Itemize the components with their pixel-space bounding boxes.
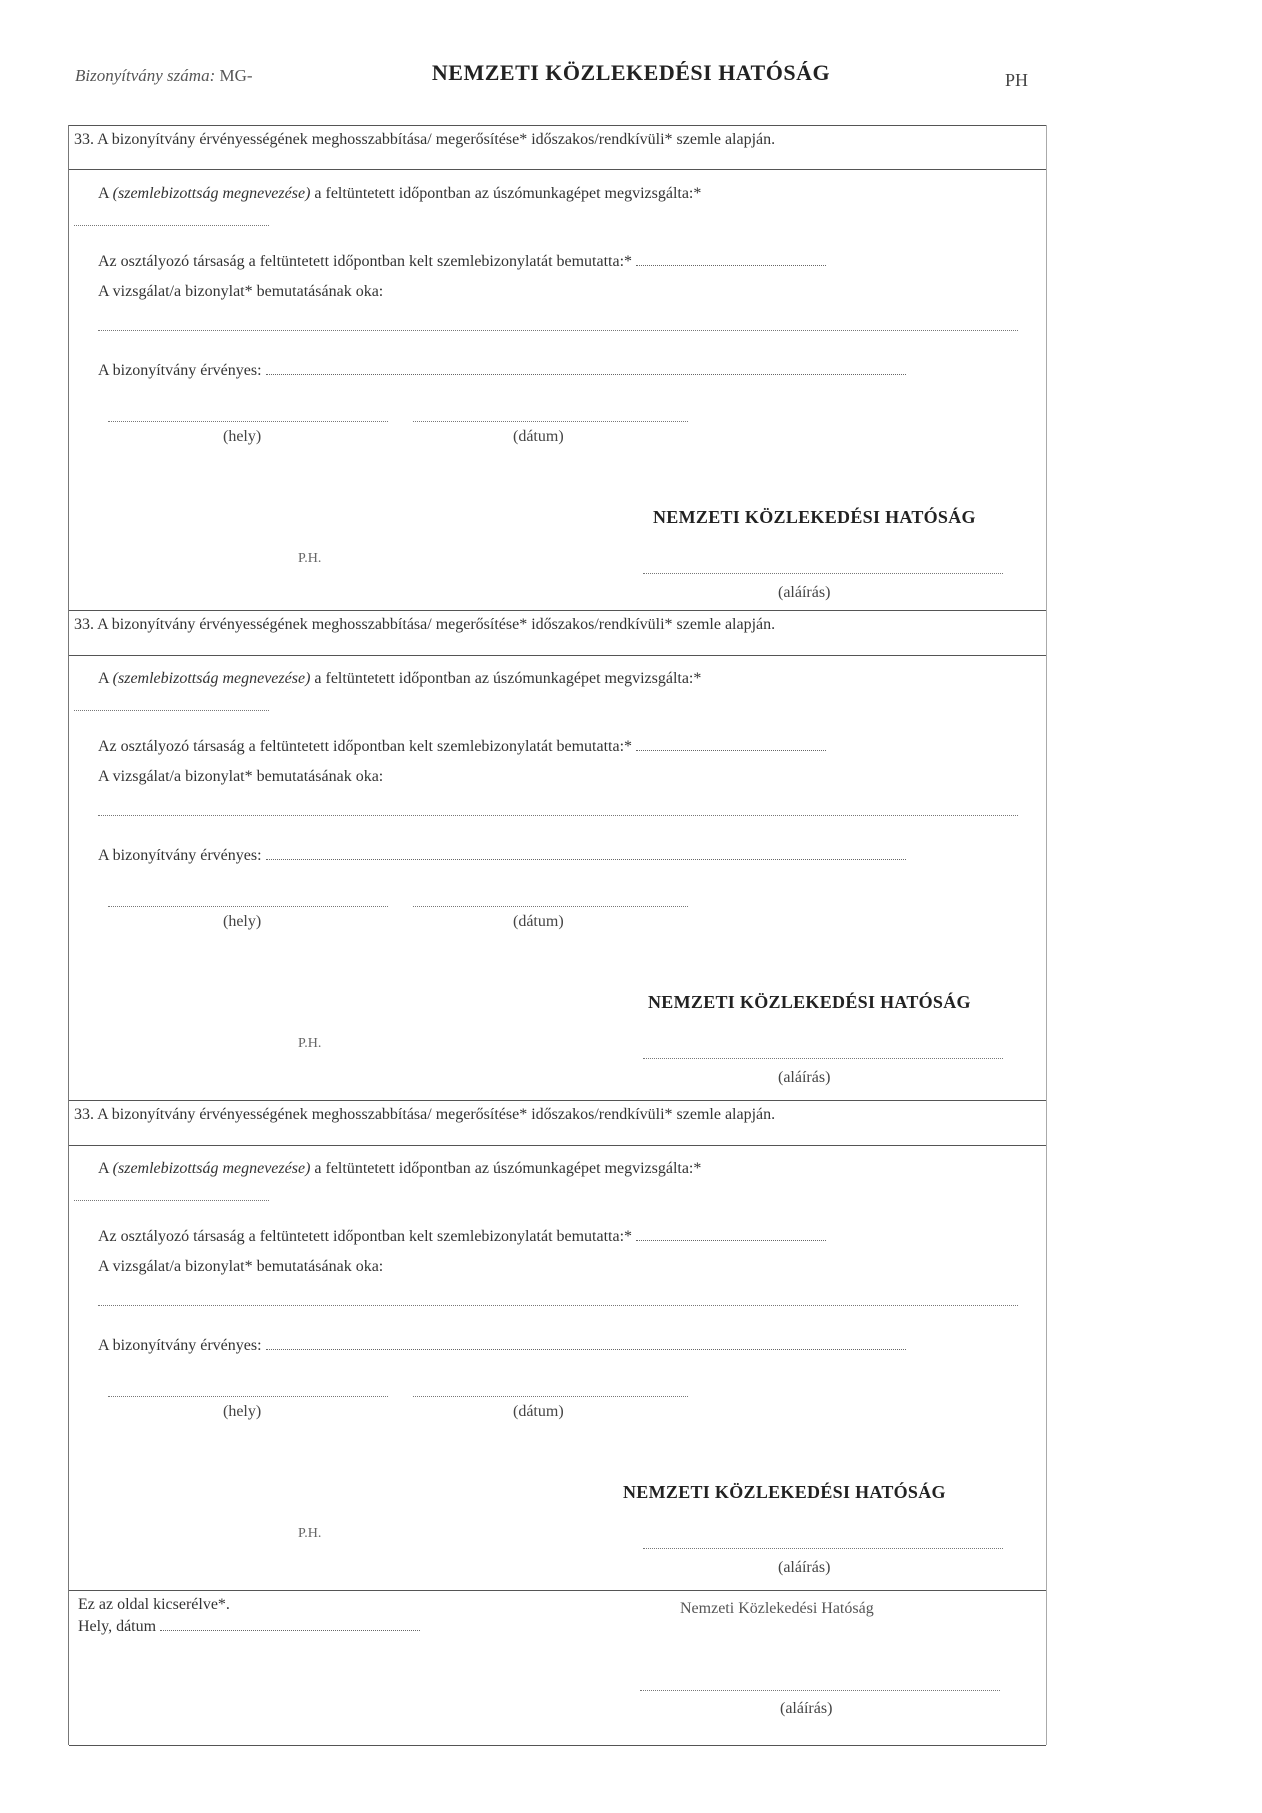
signature-caption: (aláírás) — [778, 584, 831, 601]
committee-label: (szemlebizottság megnevezése) — [112, 670, 311, 687]
section-title: 33. A bizonyítvány érvényességének meghosszabbítása/ megerősítése* időszakos/rendkívüli* szemle alapján. — [74, 616, 776, 633]
place-caption: (hely) — [223, 913, 262, 930]
stamp-label: P.H. — [298, 551, 322, 566]
committee-text: a feltüntetett időpontban az úszómunkagépet megvizsgálta:* — [314, 1160, 702, 1177]
date-caption: (dátum) — [513, 1403, 564, 1420]
validity-label: A bizonyítvány érvényes: — [98, 847, 262, 864]
validity-field[interactable] — [266, 373, 906, 375]
footer-authority: Nemzeti Közlekedési Hatóság — [680, 1600, 874, 1617]
section-title: 33. A bizonyítvány érvényességének meghosszabbítása/ megerősítése* időszakos/rendkívüli* szemle alapján. — [74, 1106, 776, 1123]
validity-line — [98, 1337, 906, 1355]
validity-line — [98, 847, 906, 865]
stamp-label: P.H. — [298, 1036, 322, 1051]
certificate-number-prefix: MG- — [219, 66, 253, 85]
committee-label: (szemlebizottság megnevezése) — [112, 185, 311, 202]
reason-field[interactable] — [98, 330, 1018, 331]
class-society-text: Az osztályozó társaság a feltüntetett időpontban kelt szemlebizonylatát bemutatta:* — [98, 253, 633, 270]
class-society-text: Az osztályozó társaság a feltüntetett időpontban kelt szemlebizonylatát bemutatta:* — [98, 1228, 633, 1245]
date-caption: (dátum) — [513, 428, 564, 445]
footer-signature-field[interactable] — [640, 1690, 1000, 1691]
validity-field[interactable] — [266, 1348, 906, 1350]
page-title: NEMZETI KÖZLEKEDÉSI HATÓSÁG — [431, 60, 831, 85]
page-replaced-note: Ez az oldal kicserélve*. — [78, 1596, 230, 1613]
committee-text: a feltüntetett időpontban az úszómunkagépet megvizsgálta:* — [314, 670, 702, 687]
date-field[interactable] — [413, 1396, 688, 1397]
place-field[interactable] — [108, 906, 388, 907]
committee-field[interactable] — [74, 225, 269, 226]
section-title: 33. A bizonyítvány érvényességének meghosszabbítása/ megerősítése* időszakos/rendkívüli* szemle alapján. — [74, 131, 776, 148]
class-society-field[interactable] — [636, 749, 826, 751]
authority-name: NEMZETI KÖZLEKEDÉSI HATÓSÁG — [623, 1482, 946, 1502]
place-field[interactable] — [108, 1396, 388, 1397]
reason-field[interactable] — [98, 815, 1018, 816]
committee-label: (szemlebizottság megnevezése) — [112, 1160, 311, 1177]
class-society-field[interactable] — [636, 1239, 826, 1241]
reason-label: A vizsgálat/a bizonylat* bemutatásának oka: — [98, 768, 384, 785]
page-stamp-mark: PH — [1005, 70, 1029, 90]
signature-field[interactable] — [643, 573, 1003, 574]
signature-caption: (aláírás) — [778, 1069, 831, 1086]
renewal-section-2 — [68, 610, 1045, 1100]
class-society-line — [98, 1228, 826, 1246]
class-society-text: Az osztályozó társaság a feltüntetett időpontban kelt szemlebizonylatát bemutatta:* — [98, 738, 633, 755]
footer-signature-caption: (aláírás) — [780, 1700, 833, 1717]
signature-field[interactable] — [643, 1058, 1003, 1059]
place-date-line — [78, 1618, 420, 1636]
place-date-field[interactable] — [160, 1629, 420, 1631]
renewal-section-3 — [68, 1100, 1045, 1590]
class-society-line — [98, 253, 826, 271]
date-field[interactable] — [413, 421, 688, 422]
date-field[interactable] — [413, 906, 688, 907]
reason-field[interactable] — [98, 1305, 1018, 1306]
committee-line: A (szemlebizottság megnevezése) a feltüntetett időpontban az úszómunkagépet megvizsgálta:* — [98, 670, 702, 687]
committee-field[interactable] — [74, 710, 269, 711]
section-divider — [69, 1590, 1046, 1591]
authority-name: NEMZETI KÖZLEKEDÉSI HATÓSÁG — [653, 507, 976, 527]
section-divider — [69, 1745, 1046, 1746]
certificate-number-label: Bizonyítvány száma: — [75, 66, 216, 85]
committee-text: a feltüntetett időpontban az úszómunkagépet megvizsgálta:* — [314, 185, 702, 202]
place-field[interactable] — [108, 421, 388, 422]
validity-label: A bizonyítvány érvényes: — [98, 362, 262, 379]
committee-line: A (szemlebizottság megnevezése) a feltüntetett időpontban az úszómunkagépet megvizsgálta:* — [98, 185, 702, 202]
renewal-section-1 — [68, 125, 1045, 610]
place-caption: (hely) — [223, 1403, 262, 1420]
reason-label: A vizsgálat/a bizonylat* bemutatásának oka: — [98, 283, 384, 300]
validity-label: A bizonyítvány érvényes: — [98, 1337, 262, 1354]
authority-name: NEMZETI KÖZLEKEDÉSI HATÓSÁG — [648, 992, 971, 1012]
validity-line — [98, 362, 906, 380]
place-date-label: Hely, dátum — [78, 1618, 157, 1635]
signature-caption: (aláírás) — [778, 1559, 831, 1576]
stamp-label: P.H. — [298, 1526, 322, 1541]
class-society-line — [98, 738, 826, 756]
committee-field[interactable] — [74, 1200, 269, 1201]
signature-field[interactable] — [643, 1548, 1003, 1549]
reason-label: A vizsgálat/a bizonylat* bemutatásának oka: — [98, 1258, 384, 1275]
place-caption: (hely) — [223, 428, 262, 445]
validity-field[interactable] — [266, 858, 906, 860]
class-society-field[interactable] — [636, 264, 826, 266]
committee-line: A (szemlebizottság megnevezése) a feltüntetett időpontban az úszómunkagépet megvizsgálta:* — [98, 1160, 702, 1177]
date-caption: (dátum) — [513, 913, 564, 930]
